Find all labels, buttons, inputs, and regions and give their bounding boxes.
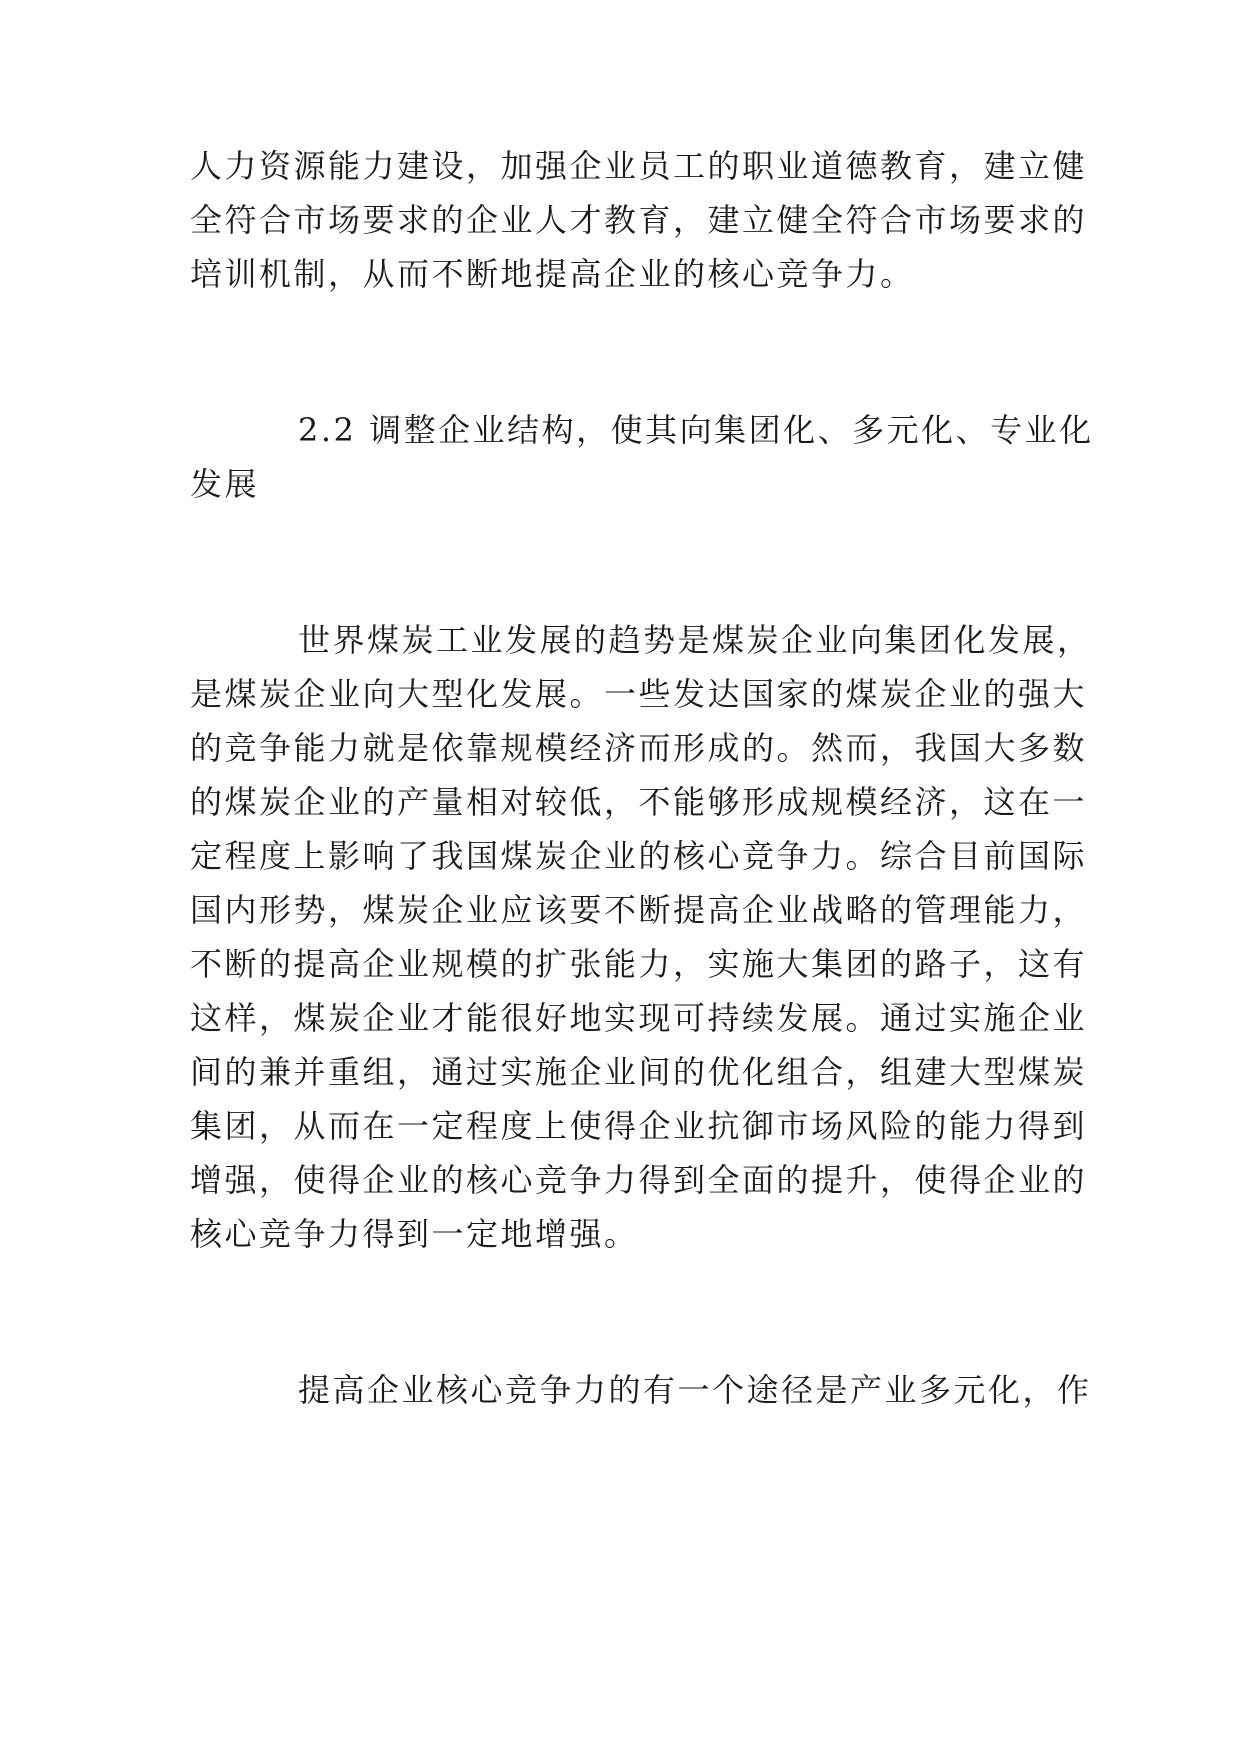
text-line: 间的兼并重组，通过实施企业间的优化组合，组建大型煤炭 bbox=[190, 1053, 1088, 1091]
text-line: 定程度上影响了我国煤炭企业的核心竞争力。综合目前国际 bbox=[190, 837, 1088, 875]
text-line: 是煤炭企业向大型化发展。一些发达国家的煤炭企业的强大 bbox=[190, 675, 1088, 713]
text-line: 人力资源能力建设，加强企业员工的职业道德教育，建立健 bbox=[190, 147, 1088, 185]
text-line: 增强，使得企业的核心竞争力得到全面的提升，使得企业的 bbox=[190, 1161, 1088, 1199]
text-line: 世界煤炭工业发展的趋势是煤炭企业向集团化发展， bbox=[298, 621, 1092, 659]
text-line: 核心竞争力得到一定地增强。 bbox=[190, 1215, 639, 1253]
heading-line: 发展 bbox=[190, 465, 260, 503]
text-line: 的竞争能力就是依靠规模经济而形成的。然而，我国大多数 bbox=[190, 729, 1088, 767]
text-line: 提高企业核心竞争力的有一个途径是产业多元化，作 bbox=[298, 1371, 1092, 1409]
text-line: 的煤炭企业的产量相对较低，不能够形成规模经济，这在一 bbox=[190, 783, 1088, 821]
heading-line: 2.2 调整企业结构，使其向集团化、多元化、专业化 bbox=[298, 411, 1094, 449]
text-line: 这样，煤炭企业才能很好地实现可持续发展。通过实施企业 bbox=[190, 999, 1088, 1037]
text-line: 培训机制，从而不断地提高企业的核心竞争力。 bbox=[190, 255, 915, 293]
text-line: 全符合市场要求的企业人才教育，建立健全符合市场要求的 bbox=[190, 201, 1088, 239]
text-line: 不断的提高企业规模的扩张能力，实施大集团的路子，这有 bbox=[190, 945, 1088, 983]
text-line: 集团，从而在一定程度上使得企业抗御市场风险的能力得到 bbox=[190, 1107, 1088, 1145]
text-line: 国内形势，煤炭企业应该要不断提高企业战略的管理能力， bbox=[190, 891, 1088, 929]
